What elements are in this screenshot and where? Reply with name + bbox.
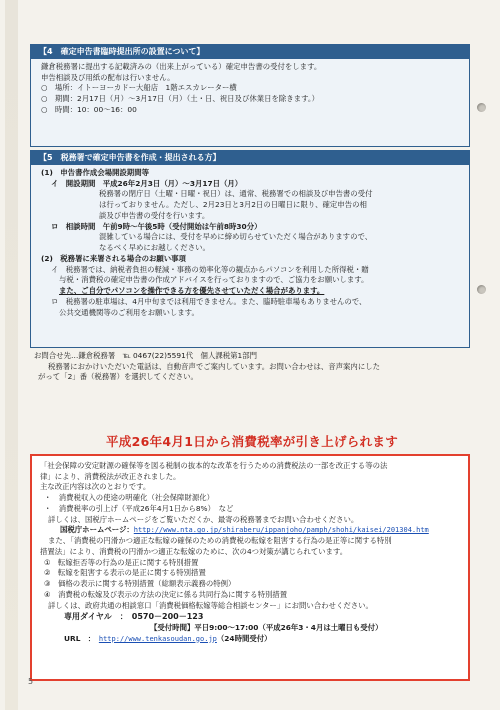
tax-url-row (40, 634, 460, 645)
tax-homepage (40, 525, 460, 536)
section-5-para-2: は行っておりません。ただし、2月23日と3月2日の日曜日に限り、確定申告の相 (99, 200, 367, 210)
punch-hole-1 (477, 103, 486, 112)
section-5-para-5: なるべく早めにお越しください。 (99, 243, 210, 253)
tax-box (30, 454, 470, 681)
tax-hours: 【受付時間】平日9:00～17:00（平成26年3・4月は土曜日も受付） (150, 622, 383, 632)
section-5-period: イ 開設期間 平成26年2月3日（月）～3月17日（月） (51, 178, 243, 188)
section-5-request-1: イ 税務署では、納税者負担の軽減・事務の効率化等の観点からパソコンを利用した所得税・贈 (51, 264, 369, 274)
section-5-para-4: 混雑している場合には、受付を早めに締め切らせていただく場合がありますので、 (99, 232, 373, 242)
section-4-line-2: 申告相談及び用紙の配布は行いません。 (41, 72, 175, 82)
tax-homepage-link[interactable]: http://www.nta.go.jp/shiraberu/ippanjoho/pamph/shohi/kaisei/201304.htm (133, 526, 429, 535)
section-5-title: 【5 税務署で確定申告書を作成・提出される方】 (31, 151, 469, 165)
tax-line-2: 律」により、消費税法が改正されました。 (40, 471, 181, 481)
section-4-box (30, 44, 470, 147)
contact-block (34, 351, 470, 383)
tax-line-1: 「社会保障の安定財源の確保等を図る税制の抜本的な改革を行うための消費税法の一部を改正する等の法 (40, 461, 388, 470)
section-5-para-1: 税務署の閉庁日（土曜・日曜・祝日）は、通常、税務署での相談及び申告書の受付 (99, 189, 373, 199)
contact-line-2: 税務署におかけいただいた電話は、自動音声でご案内しています。お問い合わせは、音声案内にした (48, 361, 380, 371)
tax-url-link[interactable]: http://www.tenkasoudan.go.jp (98, 634, 217, 643)
section-4-period: ○ 期間：2月17日（月）～3月17日（月）（土・日、祝日及び休業日を除きます。） (41, 94, 319, 104)
tax-line-5: また、「消費税の円滑かつ適正な転嫁の確保のための消費税の転嫁を阻害する行為の是正等に関する特別 (48, 536, 392, 546)
tax-url-label: URL ： (64, 633, 99, 643)
section-5-request-3: また、ご自分でパソコンを操作できる方を優先させていただく場合があります。 (59, 286, 325, 296)
section-4-place: ○ 場所：イトーヨーカドー大船店 1階エスカレーター横 (41, 83, 237, 93)
tax-line-3: 主な改正内容は次のとおりです。 (40, 482, 151, 492)
section-5-hours: ロ 相談時間 午前9時～午後5時（受付開始は午前8時30分） (51, 221, 262, 231)
left-margin (5, 0, 18, 710)
section-4-time: ○ 時間：10：00～16：00 (41, 104, 137, 114)
tax-item-3: ③ 価格の表示に関する特別措置（総額表示義務の特例） (44, 579, 236, 589)
section-5-request-4: ロ 税務署の駐車場は、4月中旬までは利用できません。また、臨時駐車場もありませんので、 (51, 296, 367, 306)
section-5-request-2: 与税・消費税の確定申告書の作成アドバイスを行っておりますので、ご協力をお願いします。 (59, 275, 369, 285)
punch-hole-2 (477, 285, 486, 294)
contact-line-1: お問合せ先…鎌倉税務署 ℡ 0467(22)5591代 個人課税第1部門 (34, 351, 257, 360)
contact-line-3: がって「2」番（税務署）を選択してください。 (38, 372, 198, 382)
tax-item-4: ④ 消費税の転嫁及び表示の方法の決定に係る共同行為に関する特別措置 (44, 589, 288, 599)
section-5-heading-1: (1) 申告書作成会場開設期間等 (41, 168, 149, 177)
tax-line-4: 詳しくは、国税庁ホームページをご覧いただくか、最寄の税務署までお問い合わせください。 (48, 514, 359, 524)
tax-item-2: ② 転嫁を阻害する表示の是正に関する特別措置 (44, 568, 206, 578)
tax-headline: 平成26年4月1日から消費税率が引き上げられます (106, 434, 398, 449)
section-5-para-3: 談及び申告書の受付を行います。 (99, 210, 210, 220)
section-5-heading-2: (2) 税務署に来署される場合のお願い事項 (41, 253, 186, 263)
section-4-title: 【4 確定申告書臨時提出所の設置について】 (31, 45, 469, 59)
section-5-request-5: 公共交通機関等のご利用をお願いします。 (59, 307, 199, 317)
tax-homepage-label: 国税庁ホームページ： (60, 525, 134, 535)
tax-line-6: 措置法」により、消費税の円滑かつ適正な転嫁のために、次の4つ対策が講じられています。 (40, 546, 348, 556)
page-number: 5 (28, 677, 34, 686)
section-5-box (30, 150, 470, 348)
tax-line-7: 詳しくは、政府共通の相談窓口「消費税価格転嫁等総合相談センター」にお問い合わせください。 (48, 600, 373, 610)
tax-bullet-2: ・ 消費税率の引上げ（平成26年4月1日から8%） など (44, 503, 234, 513)
tax-url-note: （24時間受付） (216, 633, 272, 643)
section-4-line-1: 鎌倉税務署に提出する記載済みの（出来上がっている）確定申告書の受付をします。 (41, 62, 322, 71)
tax-bullet-1: ・ 消費税収入の使途の明確化（社会保障財源化） (44, 493, 214, 503)
tax-item-1: ① 転嫁拒否等の行為の是正に関する特別措置 (44, 557, 199, 567)
tax-dial: 専用ダイヤル ： 0570－200－123 (64, 612, 204, 622)
